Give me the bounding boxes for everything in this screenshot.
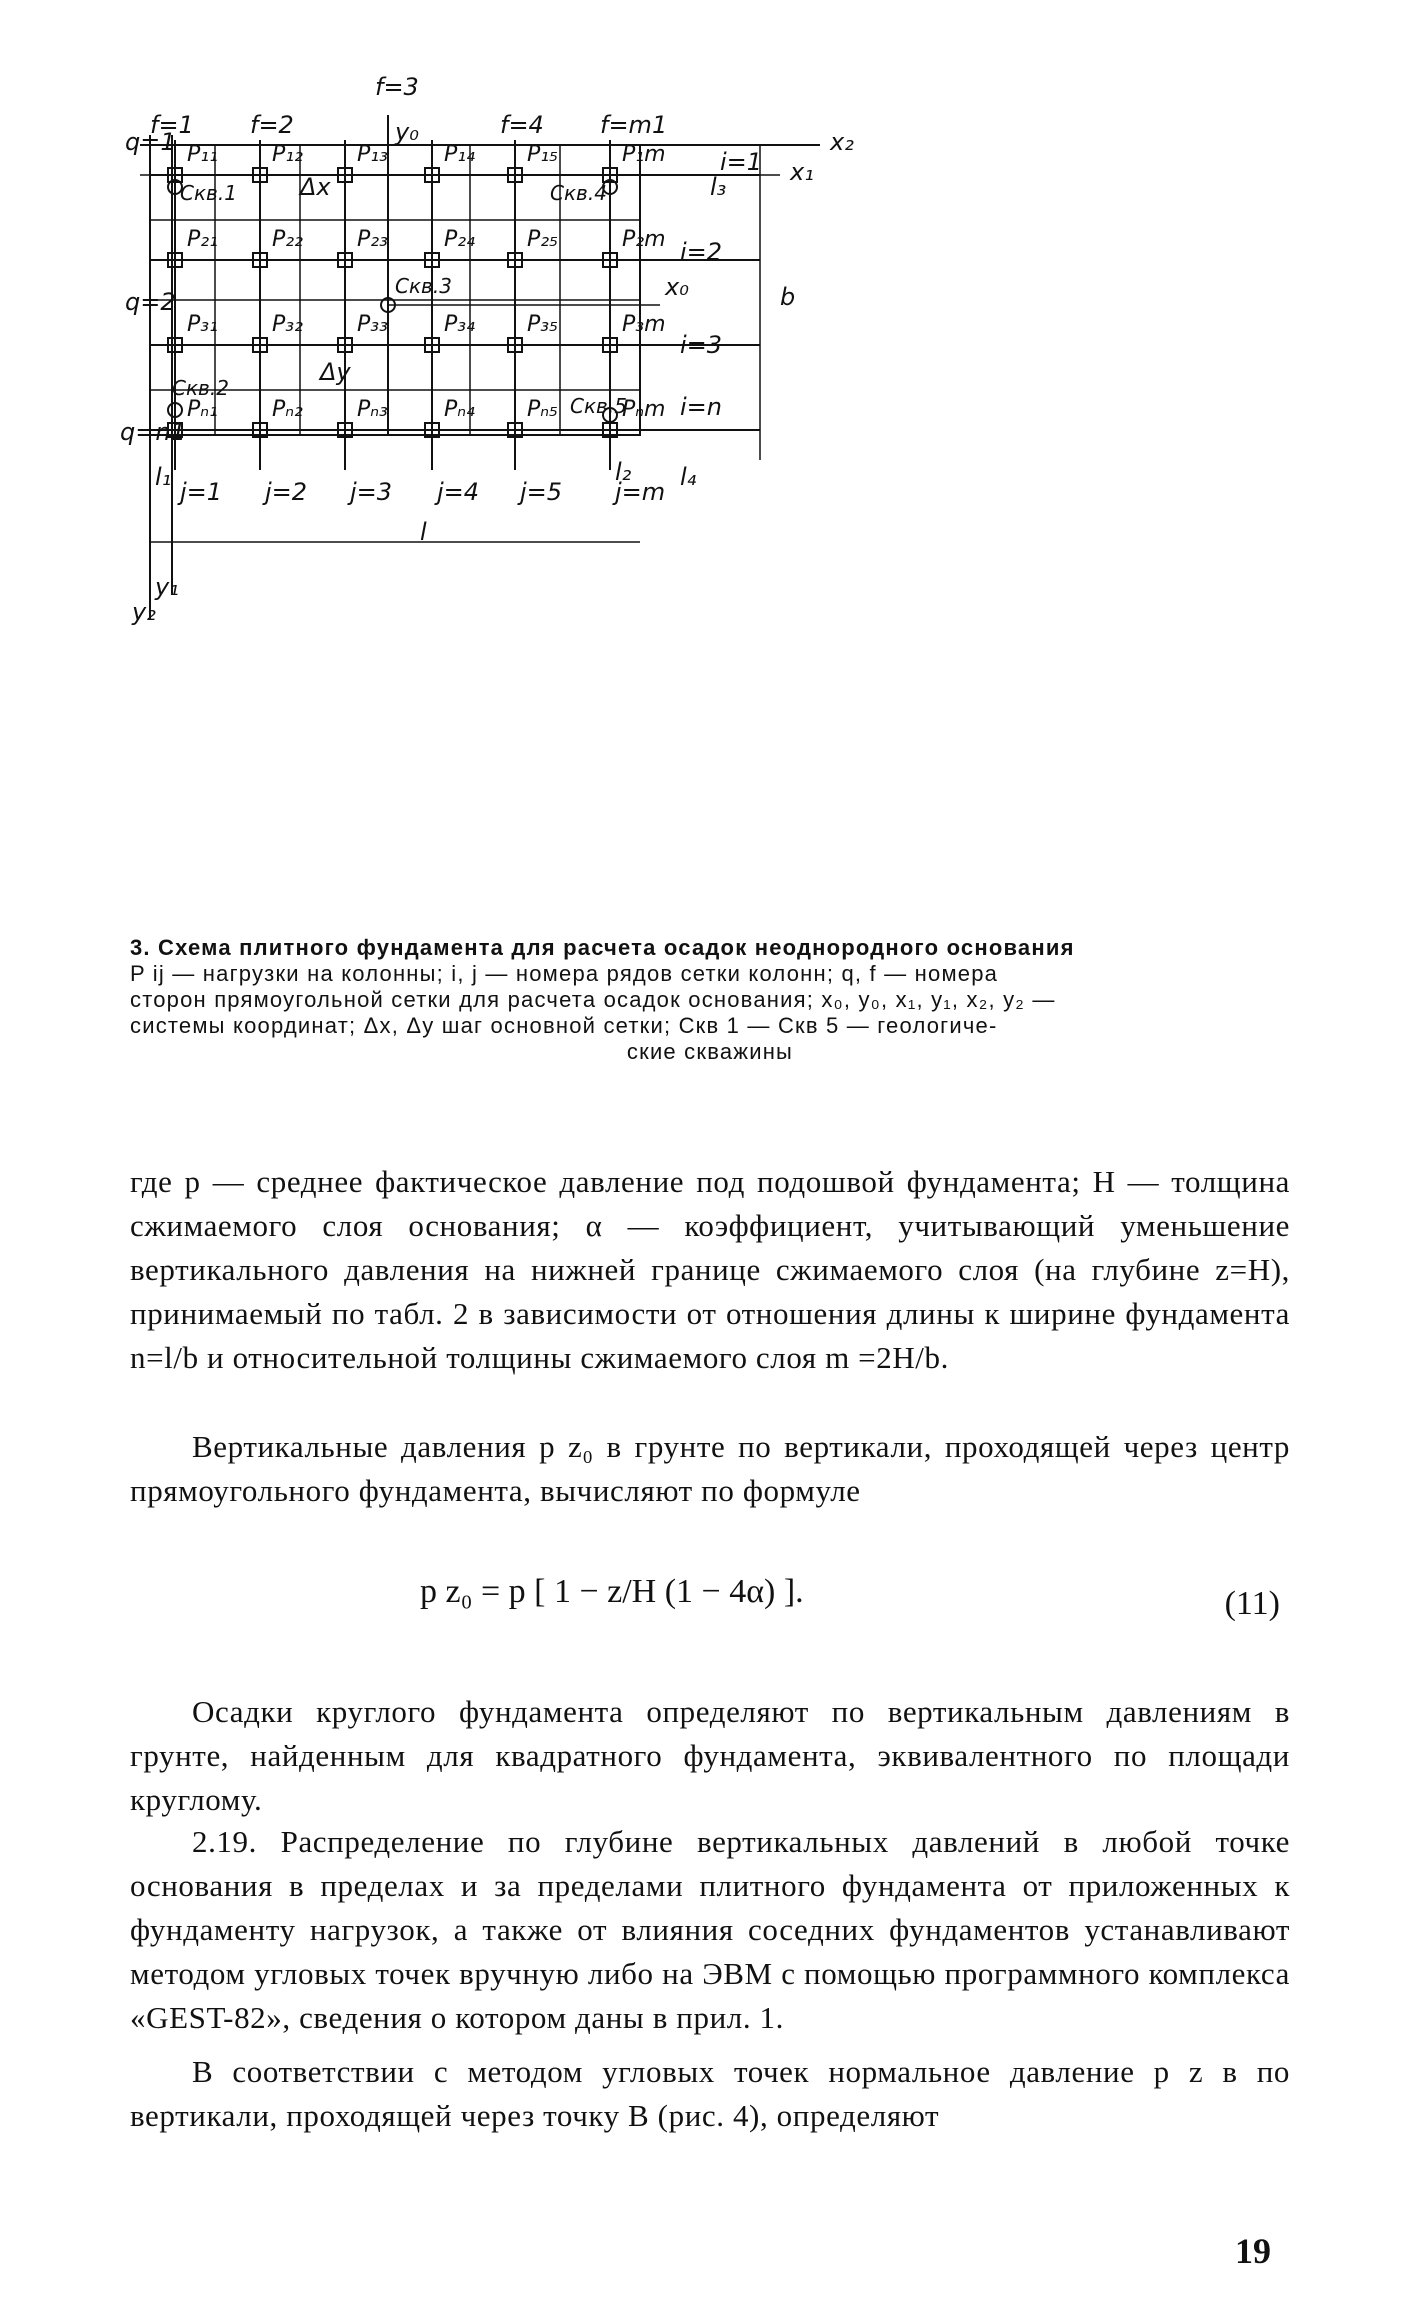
figure-caption (130, 935, 1290, 1065)
f-label: f=m1 (600, 111, 668, 139)
dimension-label: l₄ (680, 463, 697, 491)
load-label: P₂₅ (527, 227, 558, 252)
well-label: Скв.2 (172, 376, 229, 400)
axis-label: x₀ (665, 273, 689, 301)
dimension-label: l (420, 518, 427, 546)
load-label: P₁₄ (444, 142, 475, 167)
load-label: P₂₃ (357, 227, 388, 252)
well-label: Скв.4 (550, 181, 607, 205)
well-label: Скв.5 (570, 394, 627, 418)
formula-expression: p z₀ = p [ 1 − z/H (1 − 4α) ]. (420, 1573, 804, 1610)
caption-line: системы координат; Δx, Δy шаг основной сетки; Скв 1 — Скв 5 — геологиче- (130, 1013, 998, 1038)
paragraph-text: Осадки круглого фундамента определяют по вертикальным давлениям в грунте, найденным для квадратного фундамента, эквивалентного по площади круглому. (130, 1694, 1290, 1817)
paragraph-text: где p — среднее фактическое давление под подошвой фундамента; H — толщина сжимаемого слоя основания; α — коэффициент, учитывающий уменьшение вертикального давления на нижней границе сжимаемого слоя (на глубине z=H), принимаемый по табл. 2 в зависимости от отношения длины к ширине фундамента n=l/b и относительной толщины сжимаемого слоя m =2H/b. (130, 1164, 1290, 1375)
q-label: q=2 (125, 288, 176, 316)
caption-line: P ij — нагрузки на колонны; i, j — номера рядов сетки колонн; q, f — номера (130, 961, 999, 986)
paragraph-2-19 (130, 1820, 1290, 2040)
i-label: i=1 (720, 148, 763, 176)
paragraph-text: В соответствии с методом угловых точек нормальное давление p z в по вертикали, проходящей через точку B (рис. 4), определяют (130, 2054, 1290, 2133)
paragraph-text: Вертикальные давления p z₀ в грунте по вертикали, проходящей через центр прямоугольного фундамента, вычисляют по формуле (130, 1429, 1290, 1508)
j-label: j=4 (437, 478, 480, 506)
load-label: P₃₂ (272, 312, 303, 337)
load-label: Pₙ₁ (187, 397, 218, 422)
well-label: Скв.3 (395, 274, 452, 298)
f-label: f=2 (250, 111, 294, 139)
load-label: P₂₂ (272, 227, 303, 252)
f-label: f=3 (375, 73, 419, 101)
paragraph-text: 2.19. Распределение по глубине вертикальных давлений в любой точке основания в пределах и за пределами плитного фундамента от приложенных к фундаменту нагрузок, а также от влияния соседних фундаментов устанавливают методом угловых точек вручную либо на ЭВМ с помощью программного комплекса «GEST-82», сведения о котором даны в прил. 1. (130, 1824, 1290, 2035)
load-label: P₁₁ (187, 142, 218, 167)
load-label: Pₙ₂ (272, 397, 303, 422)
paragraph-corner-method (130, 2050, 1290, 2138)
paragraph-definitions (130, 1160, 1290, 1380)
dimension-label: l₃ (710, 173, 727, 201)
load-label: Pₙm (622, 397, 666, 422)
axis-label: y₂ (132, 598, 156, 626)
dimension-label: Δx (300, 173, 331, 201)
i-label: i=2 (680, 238, 723, 266)
load-label: P₃m (622, 312, 666, 337)
load-label: Pₙ₃ (357, 397, 388, 422)
dimension-label: l₂ (615, 458, 632, 486)
formula-11 (130, 1555, 1290, 1665)
formula-number: (11) (1224, 1585, 1280, 1622)
i-label: i=3 (680, 331, 723, 359)
dimension-label: b (780, 283, 796, 311)
load-label: P₂m (622, 227, 666, 252)
load-label: P₁₂ (272, 142, 303, 167)
load-label: P₃₃ (357, 312, 388, 337)
q-label: q=n1 (120, 418, 186, 446)
load-label: P₂₄ (444, 227, 475, 252)
load-label: Pₙ₄ (444, 397, 475, 422)
j-label: j=2 (265, 478, 308, 506)
dimension-label: Δy (320, 358, 351, 386)
caption-line: сторон прямоугольной сетки для расчета осадок основания; x₀, y₀, x₁, y₁, x₂, y₂ — (130, 987, 1056, 1012)
load-label: P₃₅ (527, 312, 558, 337)
foundation-grid-diagram (120, 73, 1300, 955)
load-label: P₁₅ (527, 142, 558, 167)
dimension-label: l₁ (155, 463, 172, 491)
axis-label: y₁ (155, 573, 179, 601)
i-label: i=n (680, 393, 722, 421)
load-label: Pₙ₅ (527, 397, 558, 422)
load-label: P₁m (622, 142, 666, 167)
j-label: j=1 (180, 478, 223, 506)
load-label: P₃₁ (187, 312, 218, 337)
load-label: P₁₃ (357, 142, 388, 167)
j-label: j=3 (350, 478, 393, 506)
load-label: P₃₄ (444, 312, 475, 337)
axis-label: y₀ (395, 118, 419, 146)
page-number: 19 (1235, 2231, 1271, 2271)
q-label: q=1 (125, 128, 176, 156)
paragraph-formula-intro (130, 1425, 1290, 1513)
load-label: P₂₁ (187, 227, 218, 252)
f-label: f=1 (150, 111, 194, 139)
caption-title: 3. Схема плитного фундамента для расчета осадок неоднородного основания (130, 935, 1075, 960)
well-label: Скв.1 (180, 181, 237, 205)
paragraph-round-foundation (130, 1690, 1290, 1822)
caption-line: ские скважины (626, 1039, 794, 1064)
j-label: j=m (615, 478, 666, 506)
f-label: f=4 (500, 111, 544, 139)
axis-label: x₂ (830, 128, 854, 156)
axis-label: x₁ (790, 158, 814, 186)
j-label: j=5 (520, 478, 563, 506)
